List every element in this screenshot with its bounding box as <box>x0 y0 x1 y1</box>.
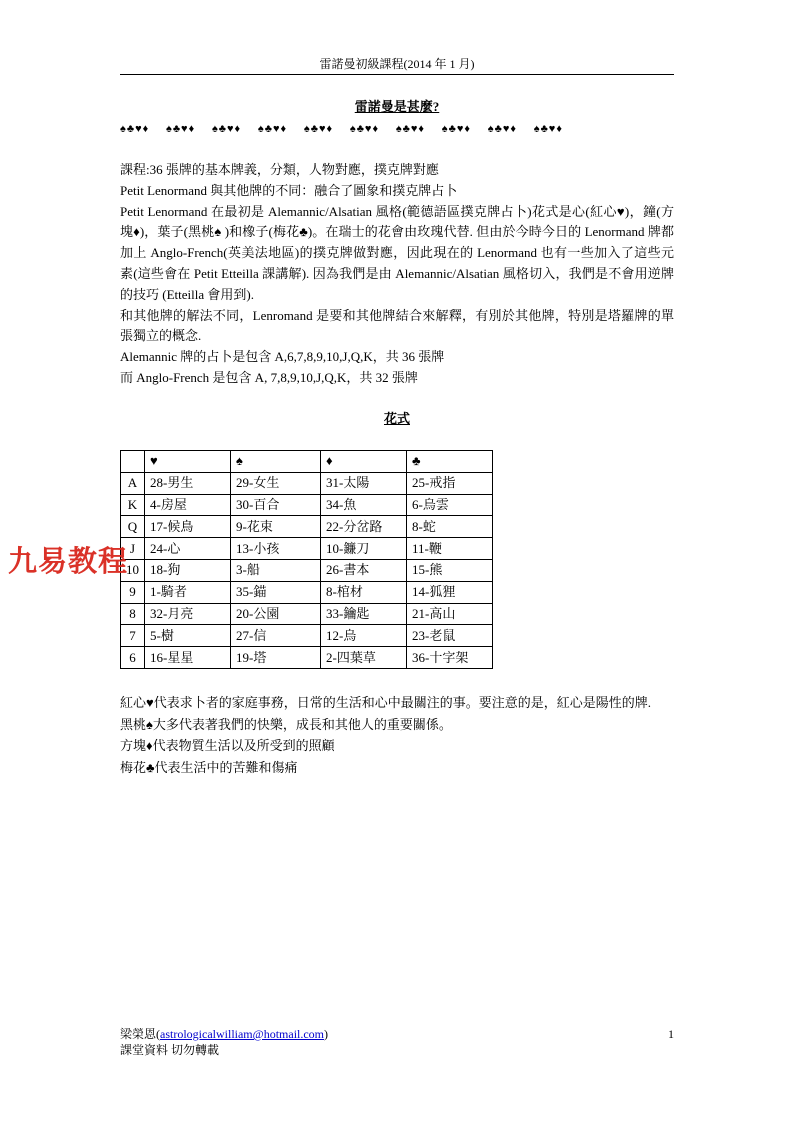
table-cell: 10-鐮刀 <box>321 538 407 560</box>
table-row <box>121 603 493 625</box>
table-cell: 8-棺材 <box>321 581 407 603</box>
table-row <box>121 494 493 516</box>
table-cell: 9 <box>121 581 145 603</box>
section-title-suits: 花式 <box>383 411 410 426</box>
table-cell: 25-戒指 <box>407 472 493 494</box>
table-cell: 8 <box>121 603 145 625</box>
header-rule <box>120 74 674 75</box>
hearts-note: 紅心♥代表求卜者的家庭事務，日常的生活和心中最關注的事。要注意的是，紅心是陽性的牌. <box>120 695 651 710</box>
table-row <box>121 516 493 538</box>
anglo-french-deck-paragraph: 而 Anglo-French 是包含 A, 7,8,9,10,J,Q,K，共 32 張牌 <box>120 369 418 385</box>
diamonds-note: 方塊♦代表物質生活以及所受到的照顧 <box>120 738 335 753</box>
suit-correspondence-table <box>120 450 493 669</box>
table-cell: 7 <box>121 625 145 647</box>
table-cell: 35-錨 <box>231 581 321 603</box>
table-cell: 29-女生 <box>231 472 321 494</box>
table-row <box>121 559 493 581</box>
table-cell: 17-候鳥 <box>145 516 231 538</box>
table-cell: 11-鞭 <box>407 538 493 560</box>
footer-notice: 課堂資料 切勿轉載 <box>120 1043 220 1057</box>
suit-group: ♠♣♥♦ <box>441 123 471 135</box>
suit-meaning-notes <box>120 692 674 778</box>
suit-group: ♠♣♥♦ <box>257 123 288 135</box>
table-cell: 6 <box>121 647 145 669</box>
table-cell: K <box>121 494 145 516</box>
table-cell: 28-男生 <box>145 472 231 494</box>
table-cell: 6-烏雲 <box>407 494 493 516</box>
table-cell: 26-書本 <box>321 559 407 581</box>
table-cell: 30-百合 <box>231 494 321 516</box>
table-row <box>121 625 493 647</box>
table-cell: 36-十字架 <box>407 647 493 669</box>
table-cell: 16-星星 <box>145 647 231 669</box>
suit-divider <box>120 121 680 137</box>
table-cell: 2-四葉草 <box>321 647 407 669</box>
table-header-cell: ♠ <box>231 451 321 473</box>
suit-group: ♠♣♥♦ <box>395 123 426 135</box>
table-cell: 4-房屋 <box>145 494 231 516</box>
reading-method-paragraph: 和其他牌的解法不同，Lenromand 是要和其他牌結合來解釋，有別於其他牌，特別是塔羅牌的單張獨立的概念. <box>120 307 674 344</box>
table-cell: 33-鑰匙 <box>321 603 407 625</box>
table-cell: 14-狐狸 <box>407 581 493 603</box>
footer-email-link[interactable]: astrologicalwilliam@hotmail.com <box>160 1027 325 1041</box>
table-cell: J <box>121 538 145 560</box>
clubs-note: 梅花♣代表生活中的苦難和傷痛 <box>120 759 298 775</box>
suit-group: ♠♣♥♦ <box>303 123 334 135</box>
table-cell: 31-太陽 <box>321 472 407 494</box>
table-row <box>121 472 493 494</box>
table-row <box>121 581 493 603</box>
suit-group: ♠♣♥♦ <box>349 123 380 135</box>
intro-text <box>120 160 674 389</box>
suit-group: ♠♣♥♦ <box>211 123 242 135</box>
page-title: 雷諾曼是甚麼? <box>354 99 440 114</box>
table-cell: 3-船 <box>231 559 321 581</box>
table-header-row <box>121 451 493 473</box>
table-header-cell: ♦ <box>321 451 407 473</box>
table-row <box>121 538 493 560</box>
table-cell: 18-狗 <box>145 559 231 581</box>
table-header-cell: ♣ <box>407 451 493 473</box>
table-cell: 9-花束 <box>231 516 321 538</box>
table-cell: 22-分岔路 <box>321 516 407 538</box>
table-cell: 34-魚 <box>321 494 407 516</box>
course-summary: 課程:36 張牌的基本牌義，分類，人物對應，撲克牌對應 <box>120 162 439 177</box>
suit-group: ♠♣♥♦ <box>533 123 563 135</box>
table-cell: 20-公園 <box>231 603 321 625</box>
alemannic-deck-paragraph: Alemannic 牌的占卜是包含 A,6,7,8,9,10,J,Q,K，共 36 張牌 <box>120 349 445 365</box>
table-cell: 5-樹 <box>145 625 231 647</box>
footer-author-line <box>120 1026 674 1042</box>
table-cell: 13-小孩 <box>231 538 321 560</box>
table-cell: 12-烏 <box>321 625 407 647</box>
table-cell: 1-騎者 <box>145 581 231 603</box>
table-cell: 27-信 <box>231 625 321 647</box>
running-header: 雷諾曼初級課程(2014 年 1 月) <box>319 57 475 71</box>
spades-note: 黑桃♠大多代表著我們的快樂，成長和其他人的重要關係。 <box>120 716 452 732</box>
footer-close-paren: ) <box>324 1027 329 1041</box>
table-cell: 24-心 <box>145 538 231 560</box>
footer-author: 梁榮恩( <box>120 1027 160 1041</box>
suit-group: ♠♣♥♦ <box>487 123 517 135</box>
table-cell: 10 <box>121 559 145 581</box>
origin-paragraph: Petit Lenormand 在最初是 Alemannic/Alsatian 風格(範德語區撲克牌占卜)花式是心(紅心♥)，鐘(方塊♦)，葉子(黑桃♠ )和橡子(梅花♣)。在瑞士的花會由玫瑰代替. 但由於今時今日的 Lenormand 牌都加上 Anglo-French(英美法地區)的撲克牌做對應，因此現在的 Lenormand 也有一些加入了這些元素(這些會在 Petit Etteilla 課講解). 因為我們是由 Alemannic/Alsatian 風格切入，我們是不會用逆牌的技巧 (Etteilla 會用到). <box>120 203 674 302</box>
page-number: 1 <box>668 1027 674 1041</box>
watermark: 九易教程 <box>8 544 129 578</box>
table-cell: 21-高山 <box>407 603 493 625</box>
table-cell: 8-蛇 <box>407 516 493 538</box>
table-cell: 32-月亮 <box>145 603 231 625</box>
table-cell: 23-老鼠 <box>407 625 493 647</box>
suit-group: ♠♣♥♦ <box>165 123 196 135</box>
table-cell: A <box>121 472 145 494</box>
page-footer <box>120 1026 674 1058</box>
table-header-cell: ♥ <box>145 451 231 473</box>
table-cell: Q <box>121 516 145 538</box>
suit-group: ♠♣♥♦ <box>120 123 150 135</box>
table-cell: 15-熊 <box>407 559 493 581</box>
difference-paragraph: Petit Lenormand 與其他牌的不同：融合了圖象和撲克牌占卜 <box>120 182 458 198</box>
table-cell: 19-塔 <box>231 647 321 669</box>
table-header-cell <box>121 451 145 473</box>
table-row <box>121 647 493 669</box>
